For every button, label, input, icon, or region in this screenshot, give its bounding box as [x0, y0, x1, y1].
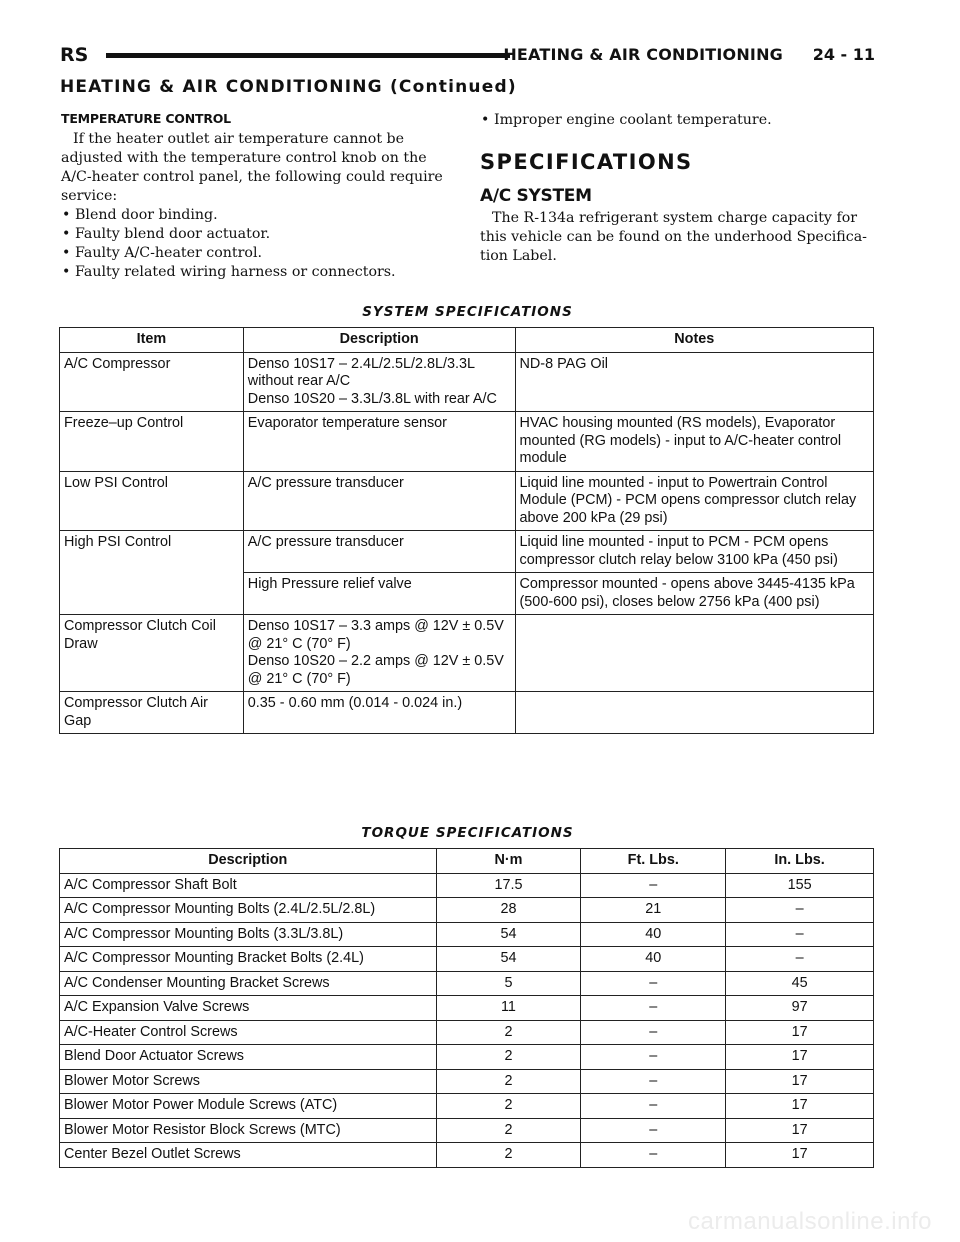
left-column	[61, 111, 454, 282]
table-cell: –	[581, 1118, 726, 1143]
table-cell: HVAC housing mounted (RS models), Evaporator mounted (RG models) - input to A/C-heater control module	[515, 412, 873, 472]
table-cell	[515, 615, 873, 692]
system-specifications-title: SYSTEM SPECIFICATIONS	[362, 304, 573, 320]
table-cell: 11	[436, 996, 581, 1021]
table-row	[60, 1045, 874, 1070]
table-header-row	[60, 849, 874, 874]
table-row	[60, 1020, 874, 1045]
table-cell: Blower Motor Resistor Block Screws (MTC)	[60, 1118, 437, 1143]
list-item: • Faulty A/C-heater control.	[61, 244, 454, 263]
table-cell: A/C Condenser Mounting Bracket Screws	[60, 971, 437, 996]
table-row	[60, 692, 874, 734]
table-cell: 17	[726, 1020, 874, 1045]
table-cell: 54	[436, 947, 581, 972]
table-row	[60, 971, 874, 996]
column-header: Item	[60, 328, 244, 353]
temperature-control-list	[61, 206, 454, 282]
continued-title: HEATING & AIR CONDITIONING (Continued)	[60, 77, 517, 97]
system-specifications-table	[59, 327, 874, 734]
table-cell: 45	[726, 971, 874, 996]
table-cell: A/C pressure transducer	[243, 471, 515, 531]
table-cell: 0.35 - 0.60 mm (0.014 - 0.024 in.)	[243, 692, 515, 734]
table-cell: 5	[436, 971, 581, 996]
table-row	[60, 1094, 874, 1119]
cell-text: Denso 10S17 – 2.4L/2.5L/2.8L/3.3L without rear A/C	[247, 355, 475, 389]
right-column	[480, 111, 875, 266]
table-row	[60, 922, 874, 947]
table-row	[60, 615, 874, 692]
table-row	[60, 1143, 874, 1168]
table-row	[60, 1118, 874, 1143]
temperature-control-heading: TEMPERATURE CONTROL	[61, 111, 231, 126]
table-row	[60, 412, 874, 472]
table-cell: 17.5	[436, 873, 581, 898]
table-cell: Compressor Clutch Air Gap	[60, 692, 244, 734]
table-cell: –	[581, 1069, 726, 1094]
table-cell: –	[726, 947, 874, 972]
table-cell: Blower Motor Power Module Screws (ATC)	[60, 1094, 437, 1119]
table-cell: Compressor Clutch Coil Draw	[60, 615, 244, 692]
table-cell: Blower Motor Screws	[60, 1069, 437, 1094]
table-cell: 17	[726, 1094, 874, 1119]
table-cell	[60, 352, 244, 412]
table-cell: –	[726, 922, 874, 947]
list-item: • Faulty blend door actuator.	[61, 225, 454, 244]
table-row	[60, 531, 874, 573]
table-header-row	[60, 328, 874, 353]
table-cell: High PSI Control	[60, 531, 244, 615]
page-header	[60, 44, 875, 70]
ac-system-paragraph: The R-134a refrigerant system charge capacity for this vehicle can be found on the underhood Specifica-tion Label.	[480, 210, 867, 264]
column-header: N·m	[436, 849, 581, 874]
table-cell: 40	[581, 922, 726, 947]
table-cell: –	[581, 1045, 726, 1070]
table-cell: 97	[726, 996, 874, 1021]
table-cell: A/C Compressor Mounting Bolts (2.4L/2.5L/2.8L)	[60, 898, 437, 923]
column-header: Description	[243, 328, 515, 353]
table-cell: –	[581, 996, 726, 1021]
table-cell: High Pressure relief valve	[243, 573, 515, 615]
list-item: • Blend door binding.	[61, 206, 454, 225]
table-cell: 28	[436, 898, 581, 923]
watermark: carmanualsonline.info	[688, 1208, 932, 1235]
table-cell: 2	[436, 1094, 581, 1119]
table-row	[60, 996, 874, 1021]
table-row	[60, 873, 874, 898]
list-item: • Faulty related wiring harness or connectors.	[61, 263, 454, 282]
table-cell: 2	[436, 1118, 581, 1143]
table-cell: –	[581, 1143, 726, 1168]
table-cell	[243, 352, 515, 412]
column-header: Notes	[515, 328, 873, 353]
column-header: Ft. Lbs.	[581, 849, 726, 874]
table-cell: –	[581, 873, 726, 898]
table-cell: –	[581, 1094, 726, 1119]
table-cell: 2	[436, 1020, 581, 1045]
table-cell: 40	[581, 947, 726, 972]
table-cell: 2	[436, 1143, 581, 1168]
table-row	[60, 352, 874, 412]
torque-table-body	[60, 873, 874, 1167]
table-cell: 21	[581, 898, 726, 923]
table-row	[60, 898, 874, 923]
table-cell: 17	[726, 1143, 874, 1168]
table-cell	[515, 352, 873, 412]
table-cell: Center Bezel Outlet Screws	[60, 1143, 437, 1168]
table-cell: A/C Compressor Shaft Bolt	[60, 873, 437, 898]
header-page-number: 24 - 11	[812, 45, 875, 64]
table-cell: –	[581, 1020, 726, 1045]
table-cell: 2	[436, 1045, 581, 1070]
list-item: • Improper engine coolant temperature.	[480, 111, 875, 130]
table-cell: Blend Door Actuator Screws	[60, 1045, 437, 1070]
table-cell: A/C-Heater Control Screws	[60, 1020, 437, 1045]
table-cell	[243, 615, 515, 692]
table-row	[60, 947, 874, 972]
table-cell: Liquid line mounted - input to PCM - PCM opens compressor clutch relay below 3100 kPa (450 psi)	[515, 531, 873, 573]
temperature-control-list-continued	[480, 111, 875, 130]
cell-text: Denso 10S17 – 3.3 amps @ 12V ± 0.5V @ 21° C (70° F)	[247, 618, 504, 652]
header-rule	[106, 53, 510, 58]
header-model-code: RS	[60, 44, 89, 66]
cell-text: A/C Compressor	[64, 355, 171, 372]
cell-text: Denso 10S20 – 2.2 amps @ 12V ± 0.5V @ 21° C (70° F)	[247, 653, 504, 687]
table-cell: 17	[726, 1045, 874, 1070]
table-cell	[515, 692, 873, 734]
table-cell: Freeze–up Control	[60, 412, 244, 472]
column-header: In. Lbs.	[726, 849, 874, 874]
table-cell: 54	[436, 922, 581, 947]
table-cell: –	[726, 898, 874, 923]
table-cell: 17	[726, 1069, 874, 1094]
table-cell: A/C pressure transducer	[243, 531, 515, 573]
table-row	[60, 471, 874, 531]
cell-text: Denso 10S20 – 3.3L/3.8L with rear A/C	[247, 390, 497, 407]
table-cell: A/C Expansion Valve Screws	[60, 996, 437, 1021]
table-cell: 2	[436, 1069, 581, 1094]
table-cell: Compressor mounted - opens above 3445-4135 kPa (500-600 psi), closes below 2756 kPa (400 psi)	[515, 573, 873, 615]
temperature-control-paragraph: If the heater outlet air temperature cannot be adjusted with the temperature control knob on the A/C-heater control panel, the following could require service:	[61, 131, 443, 204]
table-cell: 155	[726, 873, 874, 898]
table-cell: 17	[726, 1118, 874, 1143]
table-row	[60, 1069, 874, 1094]
cell-text: ND-8 PAG Oil	[519, 355, 609, 372]
table-cell: –	[581, 971, 726, 996]
torque-specifications-title: TORQUE SPECIFICATIONS	[361, 825, 574, 841]
table-cell: A/C Compressor Mounting Bracket Bolts (2.4L)	[60, 947, 437, 972]
torque-specifications-table	[59, 848, 874, 1168]
table-cell: Evaporator temperature sensor	[243, 412, 515, 472]
specifications-heading: SPECIFICATIONS	[480, 150, 693, 174]
column-header: Description	[60, 849, 437, 874]
table-cell: Liquid line mounted - input to Powertrain Control Module (PCM) - PCM opens compressor clutch relay above 200 kPa (29 psi)	[515, 471, 873, 531]
ac-system-heading: A/C SYSTEM	[480, 186, 592, 206]
header-section-title: HEATING & AIR CONDITIONING	[503, 45, 783, 64]
table-cell: Low PSI Control	[60, 471, 244, 531]
table-cell: A/C Compressor Mounting Bolts (3.3L/3.8L)	[60, 922, 437, 947]
